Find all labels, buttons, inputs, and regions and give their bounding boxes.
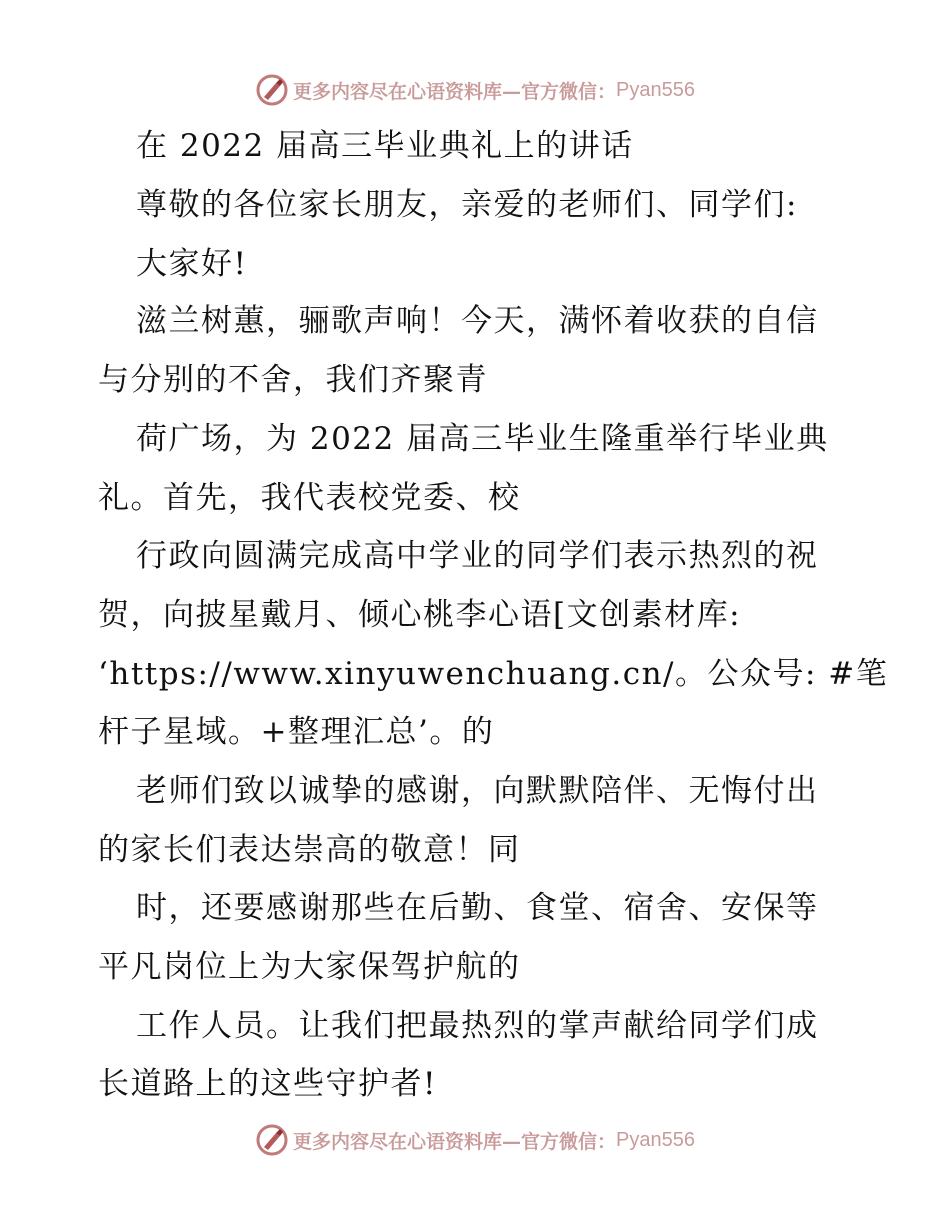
document-title: 在 2022 届高三毕业典礼上的讲话 xyxy=(136,128,634,164)
banner-wechat-id: Pyan556 xyxy=(616,78,695,101)
paragraph-line: 平凡岗位上为大家保驾护航的 xyxy=(98,949,521,985)
greeting: 大家好! xyxy=(136,246,248,282)
paragraph-line: 行政向圆满完成高中学业的同学们表示热烈的祝 xyxy=(136,538,819,574)
paragraph-line: 老师们致以诚挚的感谢，向默默陪伴、无悔付出 xyxy=(136,773,819,809)
header-banner xyxy=(0,70,950,110)
banner-text: 更多内容尽在心语资料库—官方微信： xyxy=(293,80,617,103)
logo-icon xyxy=(255,73,289,107)
paragraph-line: 工作人员。让我们把最热烈的掌声献给同学们成 xyxy=(136,1008,819,1044)
paragraph-line: 长道路上的这些守护者! xyxy=(98,1066,437,1102)
paragraph-line: 杆子星域。+整理汇总’。的 xyxy=(98,714,495,750)
paragraph-line: 滋兰树蕙，骊歌声响！今天，满怀着收获的自信 xyxy=(136,303,819,339)
paragraph-line: 时，还要感谢那些在后勤、食堂、宿舍、安保等 xyxy=(136,890,819,926)
paragraph-line: 贺，向披星戴月、倾心桃李心语[文创素材库: xyxy=(98,597,742,633)
paragraph-line: 与分别的不舍，我们齐聚青 xyxy=(98,362,488,398)
banner-wechat-id: Pyan556 xyxy=(616,1128,695,1151)
paragraph-line: 的家长们表达崇高的敬意！同 xyxy=(98,832,521,868)
paragraph-line: ‘https://www.xinyuwenchuang.cn/。公众号: #笔 xyxy=(98,656,889,692)
salutation: 尊敬的各位家长朋友，亲爱的老师们、同学们: xyxy=(136,187,798,223)
footer-banner xyxy=(0,1120,950,1160)
paragraph-line: 礼。首先，我代表校党委、校 xyxy=(98,480,521,516)
banner-text: 更多内容尽在心语资料库—官方微信： xyxy=(293,1130,617,1153)
paragraph-line: 荷广场，为 2022 届高三毕业生隆重举行毕业典 xyxy=(136,421,829,457)
logo-icon xyxy=(255,1123,289,1157)
